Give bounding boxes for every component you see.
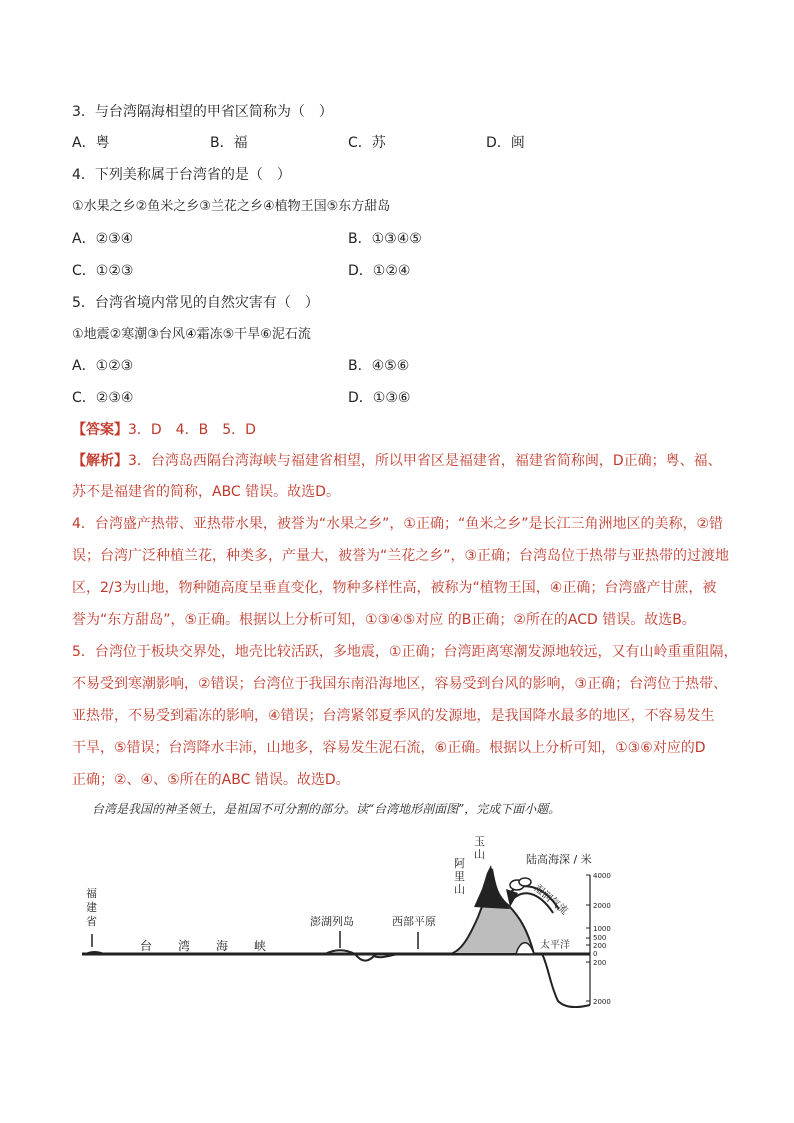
alishan-char-2: 里 (454, 870, 465, 883)
scale-tick-200: 200 (593, 942, 607, 950)
strait-char-3: 海 (216, 939, 229, 953)
question-4-stem: 4．下列美称属于台湾省的是（ ） (72, 167, 291, 183)
scale-tick-500: 500 (593, 934, 607, 942)
strait-char-4: 峡 (254, 939, 267, 953)
fujian-char-2: 建 (86, 901, 97, 914)
scale-tick-4000: 4000 (593, 872, 611, 880)
q4-option-a: A．②③④ (72, 231, 134, 247)
q4-option-b: B．①③④⑤ (348, 231, 422, 247)
analysis-line-11: 正确；②、④、⑤所在的ABC 错误。故选D。 (72, 772, 350, 788)
q3-option-b: B．福 (210, 135, 248, 151)
question-5-stem: 5．台湾省境内常见的自然灾害有（ ） (72, 295, 319, 311)
alishan-char-3: 山 (454, 883, 465, 896)
analysis-line-8: 不易受到寒潮影响，②错误；台湾位于我国东南沿海地区，容易受到台风的影响，③正确；台湾位于热带、 (72, 676, 728, 692)
scale-tick-0: 0 (593, 950, 598, 958)
q5-option-d: D．①③⑥ (348, 390, 411, 406)
taiwan-terrain-profile (70, 825, 650, 1015)
scale-tick-1000: 1000 (593, 925, 611, 933)
fujian-char-1: 福 (86, 887, 97, 900)
answer-text: 3．D 4．B 5．D (128, 422, 256, 438)
answer-tag: 【答案】 (72, 422, 128, 438)
analysis-line-3: 4．台湾盛产热带、亚热带水果，被誉为“水果之乡”，①正确；“鱼米之乡”是长江三角洲地区的美称，②错 (72, 516, 724, 532)
yushan-char-2: 山 (474, 848, 485, 861)
alishan-char-1: 阿 (454, 857, 465, 870)
q4-option-c: C．①②③ (72, 263, 134, 279)
q5-option-c: C．②③④ (72, 390, 134, 406)
q4-option-d: D．①②④ (348, 263, 411, 279)
analysis-line-4: 误；台湾广泛种植兰花，种类多，产量大，被誉为“兰花之乡”，③正确；台湾岛位于热带与亚热带的过渡地 (72, 548, 730, 564)
q3-option-d: D．闽 (486, 135, 525, 151)
question-4-items: ①水果之乡②鱼米之乡③兰花之乡④植物王国⑤东方甜岛 (72, 199, 391, 214)
strait-char-2: 湾 (178, 939, 191, 953)
pacific-trench (542, 954, 590, 1007)
yushan-char-1: 玉 (474, 835, 485, 848)
analysis-line-2: 苏不是福建省的简称，ABC 错误。故选D。 (72, 484, 340, 500)
penghu-label: 澎湖列岛 (310, 915, 354, 928)
answer-line (72, 420, 256, 440)
fujian-char-3: 省 (86, 915, 97, 928)
airflow-label: 湿润气流 (531, 882, 570, 918)
q3-option-c: C．苏 (348, 135, 386, 151)
strait-char-1: 台 (140, 939, 153, 953)
q3-option-a: A．粤 (72, 135, 110, 151)
question-3-stem: 3．与台湾隔海相望的甲省区简称为（ ） (72, 104, 333, 120)
analysis-text-1: 3．台湾岛西隔台湾海峡与福建省相望，所以甲省区是福建省，福建省简称闽，D正确；粤、福、 (128, 453, 722, 469)
question-5-items: ①地震②寒潮③台风④霜冻⑤干旱⑥泥石流 (72, 327, 311, 342)
pacific-label: 太平洋 (540, 940, 570, 951)
scale-tick-minus-2000: 2000 (593, 998, 611, 1006)
scale-title: 陆高海深 / 米 (526, 853, 592, 866)
analysis-line-9: 亚热带，不易受到霜冻的影响，④错误；台湾紧邻夏季风的发源地，是我国降水最多的地区，不容易发生 (72, 708, 715, 724)
west-plain-label: 西部平原 (392, 915, 436, 928)
analysis-line-10: 干旱，⑤错误；台湾降水丰沛，山地多，容易发生泥石流，⑥正确。根据以上分析可知，①③⑥对应的D (72, 740, 706, 756)
q5-option-a: A．①②③ (72, 358, 134, 374)
figure-intro: 台湾是我国的神圣领土，是祖国不可分割的部分。读“台湾地形剖面图”，完成下面小题。 (92, 802, 561, 816)
scale-tick-minus-200: 200 (593, 959, 607, 967)
analysis-line-6: 誉为“东方甜岛”，⑤正确。根据以上分析可知，①③④⑤对应 的B正确；②所在的ACD 错误。故选B。 (72, 612, 696, 628)
analysis-line-5: 区，2/3为山地，物种随高度呈垂直变化，物种多样性高，被称为“植物王国，④正确；台湾盛产甘蔗，被 (72, 580, 717, 596)
analysis-line-7: 5．台湾位于板块交界处，地壳比较活跃，多地震，①正确；台湾距离寒潮发源地较远，又有山岭重重阻隔， (72, 644, 738, 660)
yushan-peak (474, 865, 510, 909)
analysis-tag: 【解析】 (72, 453, 128, 469)
q5-option-b: B．④⑤⑥ (348, 358, 410, 374)
analysis-line-1 (72, 451, 722, 471)
scale-tick-2000: 2000 (593, 902, 611, 910)
